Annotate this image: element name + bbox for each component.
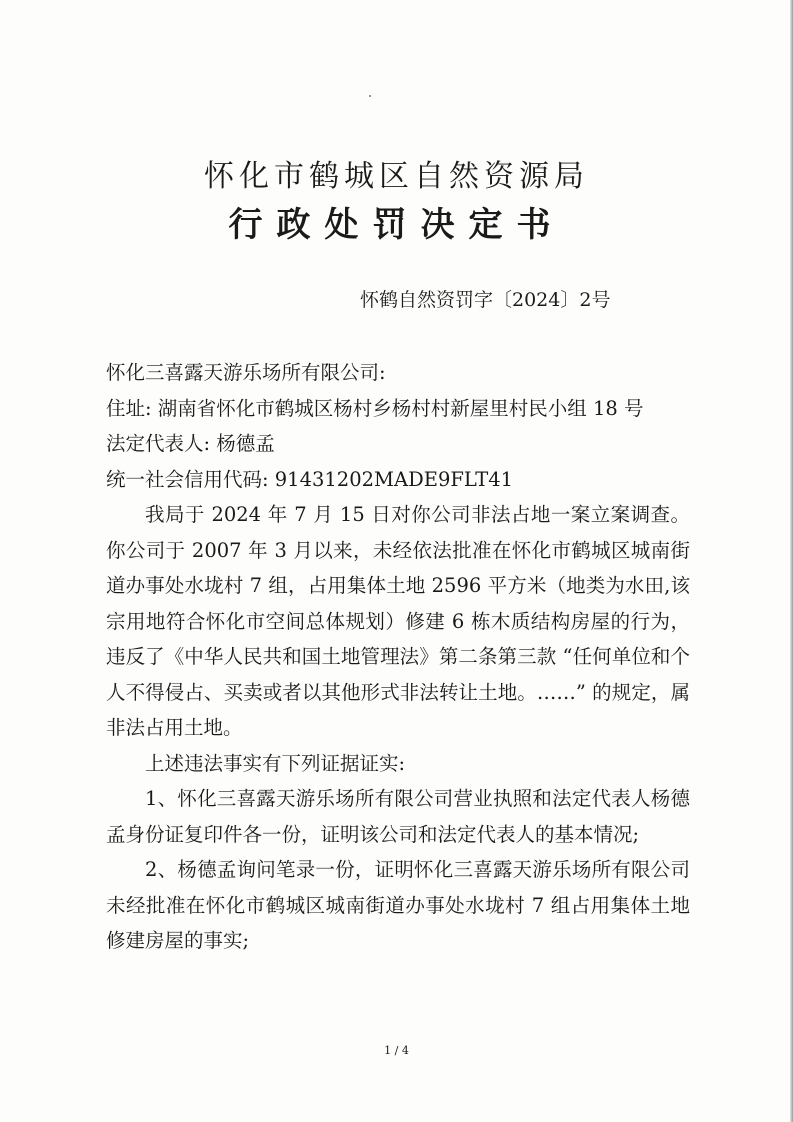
page-number: 1 / 4 — [384, 1044, 409, 1057]
facts-paragraph: 我局于 2024 年 7 月 15 日对你公司非法占地一案立案调查。你公司于 2007 年 3 月以来，未经依法批准在怀化市鹤城区城南街道办事处水垅村 7 组，占用集体土地 2596 平方米（地类为水田,该宗用地符合怀化市空间总体规划）修建 6 栋木质结构房屋的行为，违反了《中华人民共和国土地管理法》第二条第三款 “任何单位和个人不得侵占、买卖或者以其他形式非法转让土地。……” 的规定，属非法占用土地。 — [106, 503, 690, 739]
document-body — [106, 355, 690, 959]
document-title: 行政处罚决定书 — [228, 205, 565, 245]
document-number: 怀鹤自然资罚字〔2024〕2号 — [360, 289, 611, 311]
party-name: 怀化三喜露天游乐场所有限公司: — [106, 361, 386, 384]
evidence-item-1: 1、怀化三喜露天游乐场所有限公司营业执照和法定代表人杨德孟身份证复印件各一份，证明该公司和法定代表人的基本情况; — [106, 787, 690, 846]
legal-representative: 法定代表人: 杨德孟 — [106, 432, 275, 455]
issuing-agency: 怀化市鹤城区自然资源局 — [204, 159, 589, 194]
scan-speck — [369, 95, 371, 97]
credit-code: 统一社会信用代码: 91431202MADE9FLT41 — [106, 467, 514, 491]
party-address: 住址: 湖南省怀化市鹤城区杨村乡杨村村新屋里村民小组 18 号 — [106, 396, 644, 420]
evidence-item-2: 2、杨德孟询问笔录一份，证明怀化三喜露天游乐场所有限公司未经批准在怀化市鹤城区城南街道办事处水垅村 7 组占用集体土地修建房屋的事实; — [106, 858, 690, 952]
evidence-intro: 上述违法事实有下列证据证实: — [145, 751, 406, 775]
